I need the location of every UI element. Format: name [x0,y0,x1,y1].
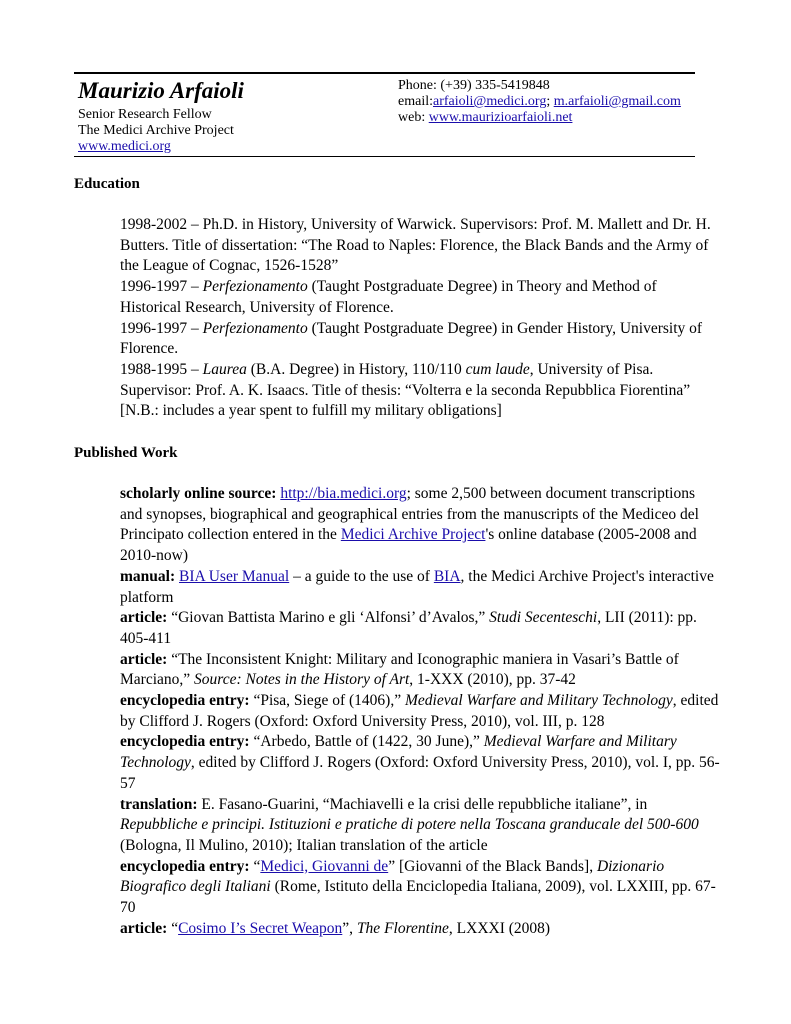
header-bottom-rule [74,156,695,157]
publication-entry: article: “Cosimo I’s Secret Weapon”, The Florentine, LXXXI (2008) [120,919,551,937]
publication-entry: article: “Giovan Battista Marino e gli ‘Alfonsi’ d’Avalos,” Studi Secenteschi, LII (2011): pp. 405-411 [120,609,697,647]
web-label: web: [398,110,429,125]
job-title: Senior Research Fellow [78,107,212,122]
publication-entry: translation: E. Fasano-Guarini, “Machiavelli e la crisi delle repubbliche italiane”, in Repubbliche e principi. Istituzioni e pratiche di potere nella Toscana granducale del 500-600 (Bologna, Il Mulino, 2010); Italian translation of the article [120,795,699,854]
organization-website-link[interactable]: www.medici.org [78,139,171,154]
publication-entry: encyclopedia entry: “Pisa, Siege of (1406),” Medieval Warfare and Military Technology, edited by Clifford J. Rogers (Oxford: Oxford University Press, 2010), vol. III, p. 128 [120,692,719,730]
education-entry-phd: 1998-2002 – Ph.D. in History, University of Warwick. Supervisors: Prof. M. Mallett and Dr. H. Butters. Title of dissertation: “The Road to Naples: Florence, the Black Bands and the Army of the League of Cognac, 1526-1528” [120,216,711,275]
person-name: Maurizio Arfaioli [78,78,244,103]
education-heading: Education [74,176,140,192]
phone: Phone: (+39) 335-5419848 [398,78,550,93]
personal-website-link[interactable]: www.maurizioarfaioli.net [428,110,573,125]
web-line [398,110,698,126]
publication-entry: manual: BIA User Manual – a guide to the use of BIA, the Medici Archive Project's interactive platform [120,567,714,606]
email-line [398,94,698,110]
bia-platform-link[interactable]: BIA [433,567,461,585]
publication-entry: article: “The Inconsistent Knight: Military and Iconographic maniera in Vasari’s Battle of Marciano,” Source: Notes in the History of Art, 1-XXX (2010), pp. 37-42 [120,650,679,689]
email-label: email: [398,94,433,109]
bia-user-manual-link[interactable]: BIA User Manual [179,567,290,585]
bia-link[interactable]: http://bia.medici.org [280,485,407,502]
cosimo-secret-weapon-link[interactable]: Cosimo I’s Secret Weapon [178,919,343,937]
publication-entry: encyclopedia entry: “Arbedo, Battle of (1422, 30 June),” Medieval Warfare and Military Technology, edited by Clifford J. Rogers (Oxford: Oxford University Press, 2010), vol. I, pp. 56-57 [120,733,720,792]
education-entry-perfezionamento-1: 1996-1997 – Perfezionamento (Taught Postgraduate Degree) in Theory and Method of Historical Research, University of Florence. [120,278,657,316]
education-list [120,215,720,422]
medici-archive-project-link[interactable]: Medici Archive Project [340,526,486,544]
published-work-list [120,484,720,939]
publication-entry: encyclopedia entry: “Medici, Giovanni de” [Giovanni of the Black Bands], Dizionario Biografico degli Italiani (Rome, Istituto della Enciclopedia Italiana, 2009), vol. LXXIII, pp. 67-70 [120,857,716,917]
published-work-heading: Published Work [74,445,178,461]
email-separator: ; [546,94,554,109]
header-top-rule [74,72,695,74]
education-entry-laurea: 1988-1995 – Laurea (B.A. Degree) in History, 110/110 cum laude, University of Pisa. Supervisor: Prof. A. K. Isaacs. Title of thesis: “Volterra e la seconda Repubblica Fiorentina” [N.B.: includes a year spent to fulfill my military obligations] [120,360,691,420]
header-contact [398,78,698,126]
publication-entry: scholarly online source: http://bia.medici.org; some 2,500 between document transcriptions and synopses, biographical and geographical entries from the manuscripts of the Mediceo del Principato collection entered in the Medici Archive Project's online database (2005-2008 and 2010-now) [120,485,699,565]
medici-giovanni-link[interactable]: Medici, Giovanni de [260,857,389,875]
email-link-work[interactable]: arfaioli@medici.org [433,94,547,109]
organization: The Medici Archive Project [78,123,234,138]
email-link-personal[interactable]: m.arfaioli@gmail.com [553,94,681,109]
education-entry-perfezionamento-2: 1996-1997 – Perfezionamento (Taught Postgraduate Degree) in Gender History, University of Florence. [120,319,703,358]
header-identity [78,78,378,155]
